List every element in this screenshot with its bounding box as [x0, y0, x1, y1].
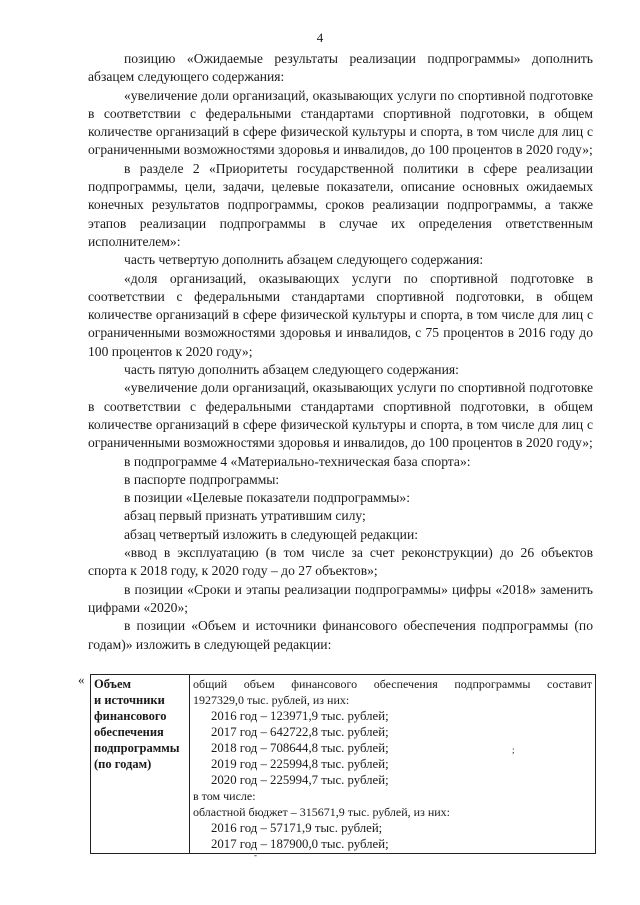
paragraph: в позиции «Объем и источники финансового обеспечения подпрограммы (по годам)» изложить в следующей редакции:	[88, 618, 593, 652]
paragraph: «увеличение доли организаций, оказывающих услуги по спортивной подготовке в соответствии с федеральными стандартами спортивной подготовки, в общем количестве организаций в сфере физической культуры и спорта, в том числе для лиц с ограниченными возможностями здоровья и инвалидов, до 100 процентов в 2020 году»;	[88, 87, 593, 158]
paragraph: часть пятую дополнить абзацем следующего содержания:	[124, 362, 459, 378]
bottom-mark: -	[254, 850, 257, 860]
paragraph: «ввод в эксплуатацию (в том числе за счет реконструкции) до 26 объектов спорта к 2018 году, к 2020 году – до 27 объектов»;	[88, 545, 593, 579]
label-line: (по годам)	[94, 757, 152, 771]
paragraph: «доля организаций, оказывающих услуги по спортивной подготовке в соответствии с федеральными стандартами спортивной подготовки, в общем количестве организаций в сфере физической культуры и спорта, в том числе для лиц с ограниченными возможностями здоровья и инвалидов, с 75 процентов в 2016 году до 100 процентов к 2020 году»;	[88, 270, 593, 359]
value-line: 2017 год – 187900,0 тыс. рублей;	[211, 837, 389, 851]
paragraph: в позиции «Целевые показатели подпрограммы»:	[124, 490, 410, 506]
value-line: 2020 год – 225994,7 тыс. рублей;	[211, 773, 389, 787]
paragraph: часть четвертую дополнить абзацем следующего содержания:	[124, 252, 484, 268]
value-line: 2019 год – 225994,8 тыс. рублей;	[211, 757, 389, 771]
label-line: Объем	[94, 677, 132, 691]
value-line: 1927329,0 тыс. рублей, из них:	[193, 693, 350, 707]
table-label-cell	[91, 675, 190, 854]
paragraph: абзац первый признать утратившим силу;	[124, 508, 366, 524]
label-line: и источники	[94, 693, 165, 707]
label-line: подпрограммы	[94, 741, 180, 755]
document-body	[88, 50, 593, 654]
value-line: 2018 год – 708644,8 тыс. рублей;	[211, 741, 389, 755]
paragraph: в паспорте подпрограммы:	[124, 471, 280, 487]
value-line: в том числе:	[193, 789, 256, 803]
paragraph: абзац четвертый изложить в следующей редакции:	[124, 526, 419, 542]
value-line: общий объем финансового обеспечения подпрограммы составит	[193, 677, 592, 691]
open-quote: «	[78, 672, 85, 687]
paragraph: «увеличение доли организаций, оказывающих услуги по спортивной подготовке в соответствии с федеральными стандартами спортивной подготовки, в общем количестве организаций в сфере физической культуры и спорта, в том числе для лиц с ограниченными возможностями здоровья и инвалидов, до 100 процентов в 2020 году»;	[88, 380, 593, 451]
label-line: финансового	[94, 709, 167, 723]
value-line: областной бюджет – 315671,9 тыс. рублей, из них:	[193, 805, 451, 819]
paragraph: в разделе 2 «Приоритеты государственной политики в сфере реализации подпрограммы, цели, задачи, целевые показатели, описание основных ожидаемых конечных результатов подпрограммы, сроков реализации подпрограммы, а также этапов реализации подпрограммы в случае их определения ответственным исполнителем»:	[88, 160, 593, 249]
label-line: обеспечения	[94, 725, 164, 739]
value-line: 2017 год – 642722,8 тыс. рублей;	[211, 725, 389, 739]
table-value-cell	[190, 675, 596, 854]
value-line: 2016 год – 123971,9 тыс. рублей;	[211, 709, 389, 723]
side-mark: ;	[512, 745, 515, 755]
table-row	[91, 675, 596, 854]
value-line: 2016 год – 57171,9 тыс. рублей;	[211, 821, 383, 835]
finance-table	[90, 674, 596, 854]
paragraph: в подпрограмме 4 «Материально-техническая база спорта»:	[124, 453, 471, 469]
paragraph: позицию «Ожидаемые результаты реализации подпрограммы» дополнить абзацем следующего содержания:	[88, 51, 593, 85]
paragraph: в позиции «Сроки и этапы реализации подпрограммы» цифры «2018» заменить цифрами «2020»;	[88, 581, 593, 615]
page-number: 4	[316, 30, 324, 45]
